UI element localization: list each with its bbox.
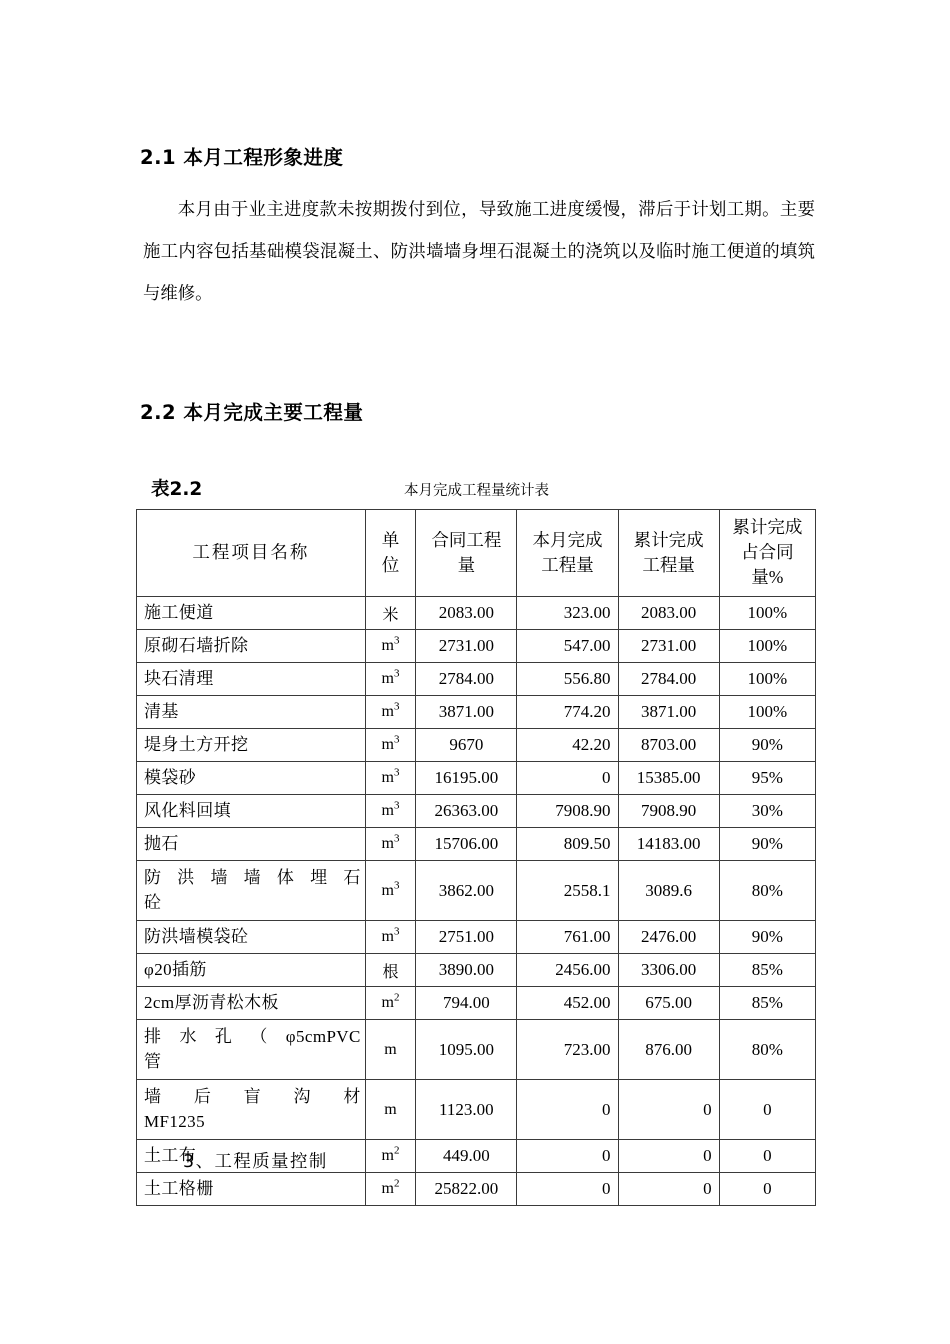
cell-cumulative-completed (618, 921, 719, 954)
cell-project-name (137, 1020, 366, 1080)
unit-exponent: 3 (393, 733, 400, 746)
project-name-text: 土工格栅 (144, 1179, 214, 1198)
table-row (137, 1020, 816, 1080)
section-heading-2-1: 2.1 本月工程形象进度 (140, 146, 344, 170)
header-line: 工程量 (642, 554, 695, 575)
cell-month-completed-value: 0 (602, 1099, 611, 1119)
cell-contract-quantity (416, 1020, 517, 1080)
unit-exponent: 3 (393, 879, 400, 892)
unit-exponent: 2 (393, 991, 400, 1004)
cell-contract-quantity-value: 16195.00 (434, 768, 499, 787)
table-row (137, 987, 816, 1020)
cell-project-name (137, 696, 366, 729)
cell-unit (365, 987, 416, 1020)
unit-text: m (381, 769, 394, 786)
header-line: 单 (381, 529, 400, 550)
cell-contract-quantity-value: 3890.00 (438, 960, 494, 979)
cell-month-completed (517, 630, 618, 663)
cell-contract-quantity (416, 663, 517, 696)
cell-month-completed (517, 597, 618, 630)
cell-cumulative-completed (618, 663, 719, 696)
unit-exponent: 3 (393, 634, 400, 647)
cell-project-name (137, 663, 366, 696)
cell-percent-of-contract-value: 100% (747, 669, 788, 688)
table-row (137, 954, 816, 987)
header-line: 合同工程 (431, 529, 502, 550)
unit-text: m (381, 670, 394, 687)
cell-cumulative-completed (618, 762, 719, 795)
cell-percent-of-contract-value: 95% (751, 768, 783, 787)
project-name-text-line2: 管 (144, 1052, 162, 1071)
table-row (137, 921, 816, 954)
cell-percent-of-contract (719, 828, 815, 861)
cell-cumulative-completed-value: 14183.00 (636, 834, 701, 853)
cell-percent-of-contract-value: 85% (751, 993, 783, 1012)
cell-percent-of-contract (719, 1080, 815, 1140)
cell-project-name (137, 729, 366, 762)
cell-percent-of-contract (719, 921, 815, 954)
column-header-project-name (137, 510, 366, 597)
unit-text: m (381, 1180, 394, 1197)
cell-month-completed (517, 762, 618, 795)
cell-cumulative-completed-value: 0 (703, 1146, 712, 1165)
cell-contract-quantity (416, 1140, 517, 1173)
unit-text: m (381, 1147, 394, 1164)
cell-cumulative-completed-value: 2784.00 (640, 669, 697, 688)
project-name-text: 2cm厚沥青松木板 (144, 993, 279, 1012)
cell-contract-quantity-value: 2784.00 (438, 669, 494, 688)
cell-percent-of-contract-value: 90% (751, 834, 783, 853)
cell-percent-of-contract-value: 100% (747, 603, 788, 622)
cell-percent-of-contract-value: 90% (751, 735, 783, 754)
cell-month-completed-value: 761.00 (563, 927, 611, 946)
cell-contract-quantity-value: 1095.00 (438, 1039, 494, 1059)
table-row (137, 1173, 816, 1206)
cell-project-name (137, 828, 366, 861)
project-name-text: 清基 (144, 702, 179, 721)
cell-percent-of-contract (719, 795, 815, 828)
cell-percent-of-contract-value: 30% (751, 801, 783, 820)
project-name-text: 堤身土方开挖 (144, 735, 249, 754)
cell-contract-quantity-value: 449.00 (442, 1146, 490, 1165)
cell-percent-of-contract (719, 762, 815, 795)
cell-unit (365, 729, 416, 762)
unit-text: m (381, 928, 394, 945)
cell-month-completed-value: 0 (602, 1179, 611, 1198)
project-name-text: 施工便道 (144, 603, 214, 622)
header-line: 占合同 (741, 542, 794, 562)
cell-month-completed-value: 723.00 (563, 1039, 611, 1059)
cell-project-name (137, 921, 366, 954)
cell-project-name (137, 1080, 366, 1140)
cell-contract-quantity (416, 1173, 517, 1206)
cell-month-completed (517, 828, 618, 861)
cell-month-completed-value: 556.80 (563, 669, 611, 688)
table-row (137, 729, 816, 762)
cell-contract-quantity (416, 795, 517, 828)
cell-month-completed (517, 1080, 618, 1140)
cell-unit (365, 861, 416, 921)
cell-cumulative-completed-value: 7908.90 (640, 801, 697, 820)
cell-project-name (137, 795, 366, 828)
unit-text: m (381, 994, 394, 1011)
cell-contract-quantity (416, 828, 517, 861)
cell-percent-of-contract (719, 861, 815, 921)
unit-text: 根 (382, 963, 399, 981)
cell-unit (365, 630, 416, 663)
cell-percent-of-contract (719, 987, 815, 1020)
table-caption-number: 表2.2 (151, 479, 203, 500)
cell-percent-of-contract (719, 597, 815, 630)
cell-cumulative-completed (618, 597, 719, 630)
header-line: 位 (381, 554, 400, 575)
cell-contract-quantity-value: 26363.00 (434, 801, 499, 820)
cell-month-completed-value: 2558.1 (563, 880, 611, 900)
table-header-row (137, 510, 816, 597)
cell-percent-of-contract (719, 663, 815, 696)
cell-project-name (137, 987, 366, 1020)
column-header-contract-quantity (416, 510, 517, 597)
project-name-text-line2: MF1235 (144, 1112, 205, 1131)
cell-contract-quantity (416, 954, 517, 987)
cell-month-completed-value: 547.00 (563, 636, 611, 655)
cell-cumulative-completed-value: 0 (703, 1179, 712, 1198)
cell-month-completed (517, 1173, 618, 1206)
header-line: 工程项目名称 (192, 542, 310, 562)
table-row (137, 828, 816, 861)
cell-cumulative-completed-value: 675.00 (645, 993, 692, 1012)
table-row (137, 696, 816, 729)
cell-cumulative-completed-value: 8703.00 (640, 735, 697, 754)
cell-contract-quantity-value: 794.00 (442, 993, 490, 1012)
footer-note: 3、工程质量控制 (183, 1152, 328, 1172)
unit-text: m (384, 1100, 397, 1118)
table-row (137, 663, 816, 696)
cell-percent-of-contract-value: 85% (751, 960, 783, 979)
header-line: 累计完成 (732, 517, 803, 537)
table-body (137, 597, 816, 1206)
cell-contract-quantity-value: 2751.00 (438, 927, 494, 946)
cell-percent-of-contract (719, 1173, 815, 1206)
cell-percent-of-contract (719, 729, 815, 762)
cell-cumulative-completed (618, 1173, 719, 1206)
project-name-text: 风化料回填 (144, 801, 231, 820)
table-header (137, 510, 816, 597)
column-header-percent-of-contract (719, 510, 815, 597)
unit-exponent: 3 (393, 832, 400, 845)
cell-cumulative-completed-value: 876.00 (645, 1039, 692, 1059)
cell-cumulative-completed (618, 1140, 719, 1173)
cell-month-completed (517, 1140, 618, 1173)
cell-percent-of-contract (719, 954, 815, 987)
cell-project-name (137, 861, 366, 921)
cell-cumulative-completed (618, 861, 719, 921)
cell-unit (365, 762, 416, 795)
cell-month-completed-value: 0 (602, 1146, 611, 1165)
cell-cumulative-completed (618, 828, 719, 861)
cell-cumulative-completed-value: 3089.6 (645, 880, 692, 900)
unit-text: m (381, 835, 394, 852)
table-row (137, 597, 816, 630)
cell-cumulative-completed (618, 630, 719, 663)
cell-contract-quantity (416, 762, 517, 795)
cell-month-completed (517, 1020, 618, 1080)
cell-month-completed (517, 954, 618, 987)
section-heading-2-2: 2.2 本月完成主要工程量 (140, 401, 364, 425)
cell-percent-of-contract-value: 100% (747, 702, 788, 721)
cell-cumulative-completed-value: 2731.00 (640, 636, 697, 655)
project-name-text-line2: 砼 (144, 893, 162, 912)
cell-month-completed-value: 452.00 (563, 993, 611, 1012)
cell-contract-quantity (416, 861, 517, 921)
project-name-text: 块石清理 (144, 669, 214, 688)
cell-cumulative-completed (618, 954, 719, 987)
table-row (137, 1080, 816, 1140)
cell-month-completed-value: 42.20 (572, 735, 611, 754)
cell-month-completed-value: 809.50 (563, 834, 611, 853)
cell-project-name (137, 1173, 366, 1206)
project-name-text: 防洪墙墙体埋石 (144, 868, 361, 887)
column-header-cumulative-completed (618, 510, 719, 597)
project-name-text: 抛石 (144, 834, 179, 853)
unit-exponent: 3 (393, 700, 400, 713)
table-caption-title: 本月完成工程量统计表 (404, 483, 549, 499)
cell-project-name (137, 954, 366, 987)
cell-contract-quantity-value: 15706.00 (434, 834, 499, 853)
cell-unit (365, 954, 416, 987)
cell-percent-of-contract-value: 0 (763, 1099, 772, 1119)
cell-percent-of-contract-value: 80% (751, 880, 783, 900)
cell-cumulative-completed (618, 987, 719, 1020)
project-name-text: φ20插筋 (144, 960, 207, 979)
cell-month-completed (517, 921, 618, 954)
cell-project-name (137, 630, 366, 663)
cell-month-completed-value: 774.20 (563, 702, 611, 721)
cell-month-completed (517, 696, 618, 729)
unit-exponent: 3 (393, 925, 400, 938)
cell-cumulative-completed-value: 2476.00 (640, 927, 697, 946)
cell-contract-quantity-value: 3862.00 (438, 880, 494, 900)
unit-exponent: 3 (393, 667, 400, 680)
cell-unit (365, 696, 416, 729)
project-name-text: 防洪墙模袋砼 (144, 927, 249, 946)
cell-unit (365, 1080, 416, 1140)
cell-month-completed (517, 729, 618, 762)
cell-cumulative-completed (618, 729, 719, 762)
cell-unit (365, 1140, 416, 1173)
cell-unit (365, 1020, 416, 1080)
cell-month-completed-value: 7908.90 (555, 801, 611, 820)
paragraph-2-1: 本月由于业主进度款未按期拨付到位，导致施工进度缓慢，滞后于计划工期。主要施工内容包括基础模袋混凝土、防洪墙墙身埋石混凝土的浇筑以及临时施工便道的填筑与维修。 (143, 200, 815, 305)
quantity-table (136, 509, 816, 1206)
unit-exponent: 2 (393, 1144, 400, 1157)
cell-cumulative-completed-value: 2083.00 (640, 603, 697, 622)
cell-cumulative-completed-value: 3306.00 (640, 960, 697, 979)
cell-contract-quantity (416, 987, 517, 1020)
header-line: 工程量 (541, 554, 594, 575)
cell-cumulative-completed (618, 1020, 719, 1080)
cell-contract-quantity (416, 1080, 517, 1140)
cell-percent-of-contract-value: 0 (763, 1146, 772, 1165)
unit-text: 米 (382, 606, 399, 624)
cell-unit (365, 663, 416, 696)
cell-cumulative-completed-value: 0 (703, 1099, 712, 1119)
header-line: 量 (457, 554, 476, 575)
project-name-text: 排水孔（φ5cmPVC (144, 1027, 361, 1046)
column-header-month-completed (517, 510, 618, 597)
header-line: 本月完成 (532, 529, 603, 550)
cell-cumulative-completed-value: 15385.00 (636, 768, 701, 787)
cell-cumulative-completed (618, 795, 719, 828)
cell-contract-quantity-value: 3871.00 (438, 702, 494, 721)
cell-percent-of-contract (719, 630, 815, 663)
cell-contract-quantity (416, 597, 517, 630)
cell-unit (365, 828, 416, 861)
table-caption (140, 475, 820, 503)
unit-exponent: 2 (393, 1177, 400, 1190)
cell-month-completed (517, 861, 618, 921)
cell-cumulative-completed (618, 1080, 719, 1140)
cell-month-completed-value: 2456.00 (555, 960, 611, 979)
table-row (137, 762, 816, 795)
table-row (137, 795, 816, 828)
cell-percent-of-contract (719, 696, 815, 729)
cell-cumulative-completed (618, 696, 719, 729)
header-line: 量% (751, 567, 784, 587)
cell-contract-quantity (416, 696, 517, 729)
unit-text: m (381, 802, 394, 819)
cell-month-completed (517, 795, 618, 828)
cell-percent-of-contract (719, 1020, 815, 1080)
cell-contract-quantity-value: 2731.00 (438, 636, 494, 655)
unit-text: m (381, 736, 394, 753)
cell-month-completed (517, 987, 618, 1020)
cell-contract-quantity-value: 9670 (449, 735, 484, 754)
cell-cumulative-completed-value: 3871.00 (640, 702, 697, 721)
cell-percent-of-contract (719, 1140, 815, 1173)
project-name-text: 土工布 (144, 1146, 197, 1165)
cell-month-completed (517, 663, 618, 696)
cell-percent-of-contract-value: 90% (751, 927, 783, 946)
cell-contract-quantity (416, 921, 517, 954)
unit-text: m (384, 1040, 397, 1058)
cell-percent-of-contract-value: 100% (747, 636, 788, 655)
unit-exponent: 3 (393, 799, 400, 812)
cell-contract-quantity-value: 1123.00 (439, 1099, 494, 1119)
header-line: 累计完成 (633, 529, 704, 550)
unit-text: m (381, 881, 394, 899)
cell-month-completed-value: 0 (602, 768, 611, 787)
cell-project-name (137, 762, 366, 795)
cell-percent-of-contract-value: 0 (763, 1179, 772, 1198)
table-row (137, 861, 816, 921)
table-row (137, 630, 816, 663)
cell-percent-of-contract-value: 80% (751, 1039, 783, 1059)
cell-month-completed-value: 323.00 (563, 603, 611, 622)
unit-exponent: 3 (393, 766, 400, 779)
cell-contract-quantity-value: 2083.00 (438, 603, 494, 622)
unit-text: m (381, 703, 394, 720)
cell-project-name (137, 597, 366, 630)
column-header-unit (365, 510, 416, 597)
cell-contract-quantity (416, 729, 517, 762)
cell-unit (365, 921, 416, 954)
project-name-text: 模袋砂 (144, 768, 197, 787)
cell-contract-quantity (416, 630, 517, 663)
cell-contract-quantity-value: 25822.00 (434, 1179, 499, 1198)
project-name-text: 墙后盲沟材 (144, 1087, 361, 1106)
cell-unit (365, 795, 416, 828)
project-name-text: 原砌石墙折除 (144, 636, 249, 655)
cell-unit (365, 597, 416, 630)
cell-unit (365, 1173, 416, 1206)
unit-text: m (381, 637, 394, 654)
